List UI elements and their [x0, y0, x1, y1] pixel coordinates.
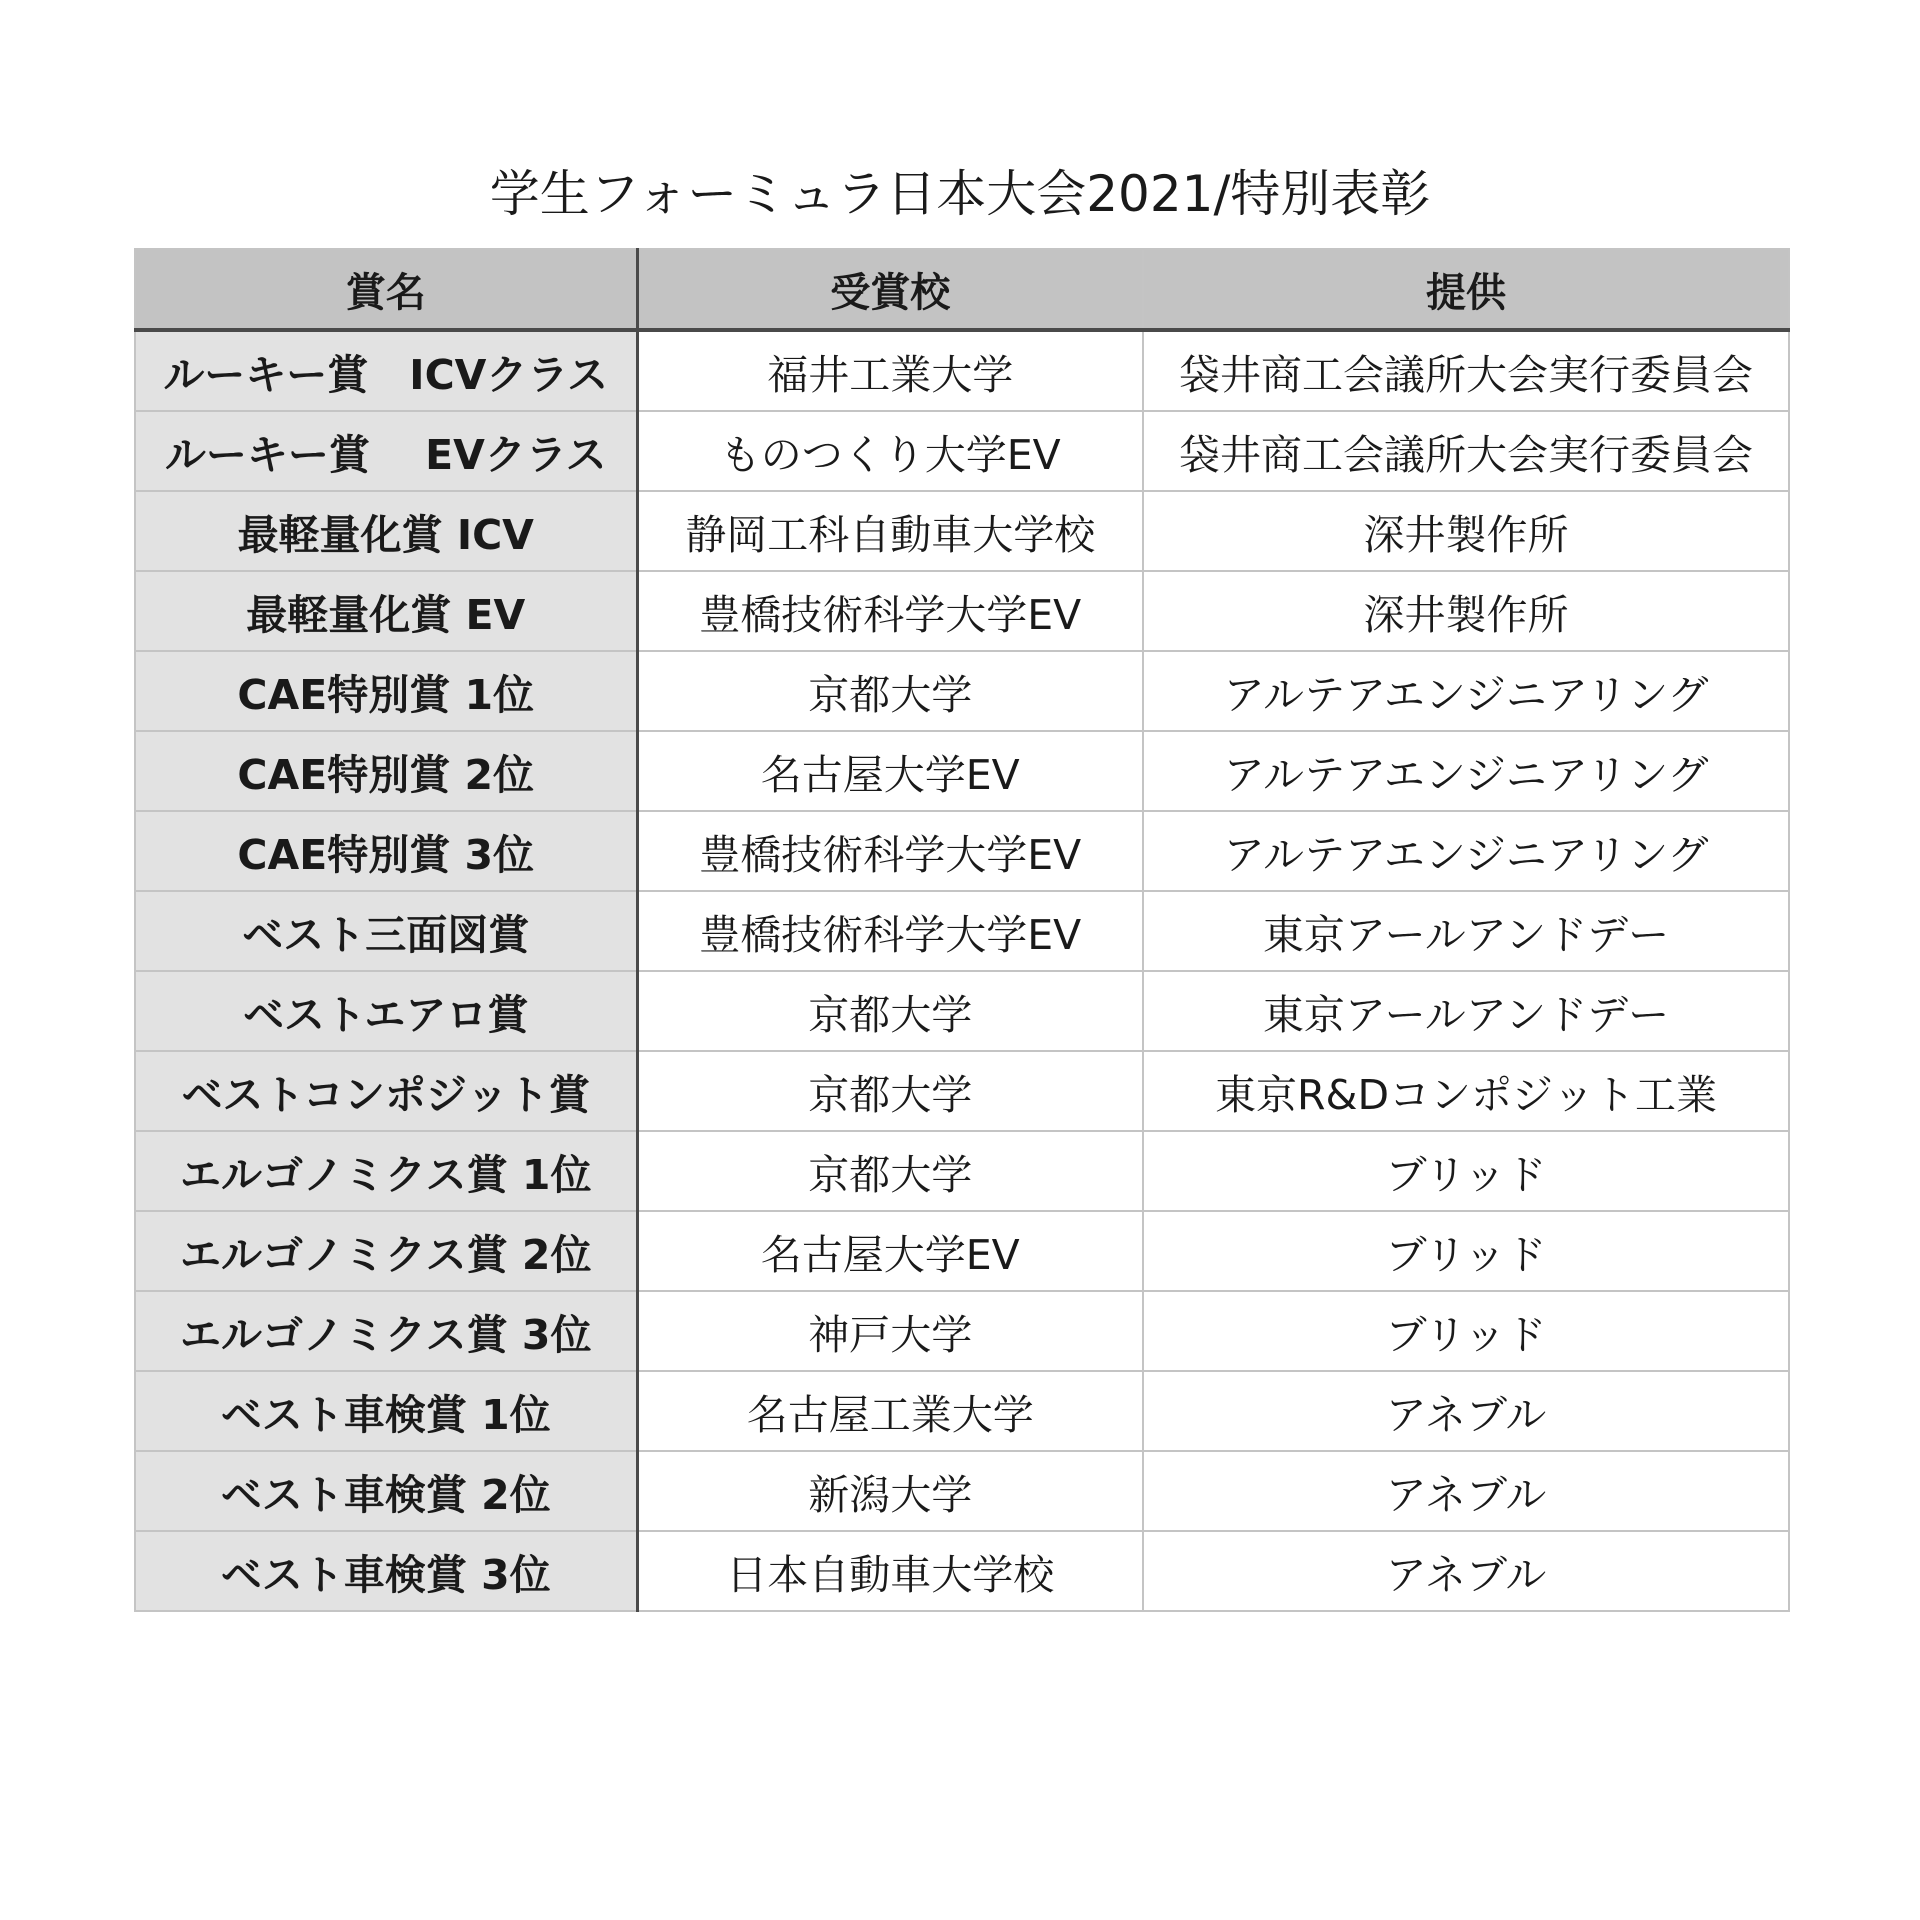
award-name-cell: ベスト車検賞 3位 — [135, 1531, 637, 1611]
table-row — [135, 1211, 1789, 1291]
table-body — [135, 330, 1789, 1611]
sponsor-cell: 袋井商工会議所大会実行委員会 — [1143, 411, 1789, 491]
award-name-cell: CAE特別賞 1位 — [135, 651, 637, 731]
table-row — [135, 731, 1789, 811]
school-cell: 京都大学 — [637, 651, 1143, 731]
sponsor-cell: アルテアエンジニアリング — [1143, 651, 1789, 731]
award-name-cell: エルゴノミクス賞 3位 — [135, 1291, 637, 1371]
header-school: 受賞校 — [637, 249, 1143, 330]
table-row — [135, 1531, 1789, 1611]
school-cell: 豊橋技術科学大学EV — [637, 571, 1143, 651]
sponsor-cell: ブリッド — [1143, 1291, 1789, 1371]
award-name-cell: 最軽量化賞 EV — [135, 571, 637, 651]
award-name-cell: ベストコンポジット賞 — [135, 1051, 637, 1131]
header-award-name: 賞名 — [135, 249, 637, 330]
sponsor-cell: アルテアエンジニアリング — [1143, 811, 1789, 891]
award-name-cell: ベスト三面図賞 — [135, 891, 637, 971]
sponsor-cell: アネブル — [1143, 1371, 1789, 1451]
sponsor-cell: 東京アールアンドデー — [1143, 891, 1789, 971]
school-cell: 福井工業大学 — [637, 330, 1143, 411]
school-cell: 神戸大学 — [637, 1291, 1143, 1371]
school-cell: 豊橋技術科学大学EV — [637, 891, 1143, 971]
table-row — [135, 1131, 1789, 1211]
table-row — [135, 491, 1789, 571]
table-header — [135, 249, 1789, 330]
award-name-cell: ルーキー賞 ICVクラス — [135, 330, 637, 411]
sponsor-cell: 東京R&Dコンポジット工業 — [1143, 1051, 1789, 1131]
school-cell: 新潟大学 — [637, 1451, 1143, 1531]
table-row — [135, 330, 1789, 411]
table-row — [135, 891, 1789, 971]
award-name-cell: エルゴノミクス賞 1位 — [135, 1131, 637, 1211]
table-row — [135, 971, 1789, 1051]
school-cell: 豊橋技術科学大学EV — [637, 811, 1143, 891]
sponsor-cell: 袋井商工会議所大会実行委員会 — [1143, 330, 1789, 411]
school-cell: 京都大学 — [637, 1051, 1143, 1131]
page-title: 学生フォーミュラ日本大会2021/特別表彰 — [489, 165, 1431, 223]
sponsor-cell: アネブル — [1143, 1531, 1789, 1611]
sponsor-cell: アネブル — [1143, 1451, 1789, 1531]
school-cell: 京都大学 — [637, 1131, 1143, 1211]
header-row — [135, 249, 1789, 330]
sponsor-cell: アルテアエンジニアリング — [1143, 731, 1789, 811]
school-cell: 静岡工科自動車大学校 — [637, 491, 1143, 571]
sponsor-cell: ブリッド — [1143, 1131, 1789, 1211]
award-name-cell: ルーキー賞 EVクラス — [135, 411, 637, 491]
award-name-cell: CAE特別賞 2位 — [135, 731, 637, 811]
table-row — [135, 571, 1789, 651]
header-sponsor: 提供 — [1143, 249, 1789, 330]
school-cell: 名古屋大学EV — [637, 731, 1143, 811]
school-cell: ものつくり大学EV — [637, 411, 1143, 491]
award-name-cell: エルゴノミクス賞 2位 — [135, 1211, 637, 1291]
table-row — [135, 1451, 1789, 1531]
table-row — [135, 811, 1789, 891]
school-cell: 日本自動車大学校 — [637, 1531, 1143, 1611]
award-name-cell: ベストエアロ賞 — [135, 971, 637, 1051]
table-row — [135, 411, 1789, 491]
school-cell: 名古屋大学EV — [637, 1211, 1143, 1291]
sponsor-cell: ブリッド — [1143, 1211, 1789, 1291]
school-cell: 京都大学 — [637, 971, 1143, 1051]
award-name-cell: ベスト車検賞 1位 — [135, 1371, 637, 1451]
table-row — [135, 1291, 1789, 1371]
awards-table — [134, 248, 1790, 1612]
award-name-cell: CAE特別賞 3位 — [135, 811, 637, 891]
award-name-cell: ベスト車検賞 2位 — [135, 1451, 637, 1531]
table-row — [135, 651, 1789, 731]
sponsor-cell: 東京アールアンドデー — [1143, 971, 1789, 1051]
sponsor-cell: 深井製作所 — [1143, 491, 1789, 571]
sponsor-cell: 深井製作所 — [1143, 571, 1789, 651]
school-cell: 名古屋工業大学 — [637, 1371, 1143, 1451]
table-row — [135, 1371, 1789, 1451]
table-row — [135, 1051, 1789, 1131]
award-name-cell: 最軽量化賞 ICV — [135, 491, 637, 571]
